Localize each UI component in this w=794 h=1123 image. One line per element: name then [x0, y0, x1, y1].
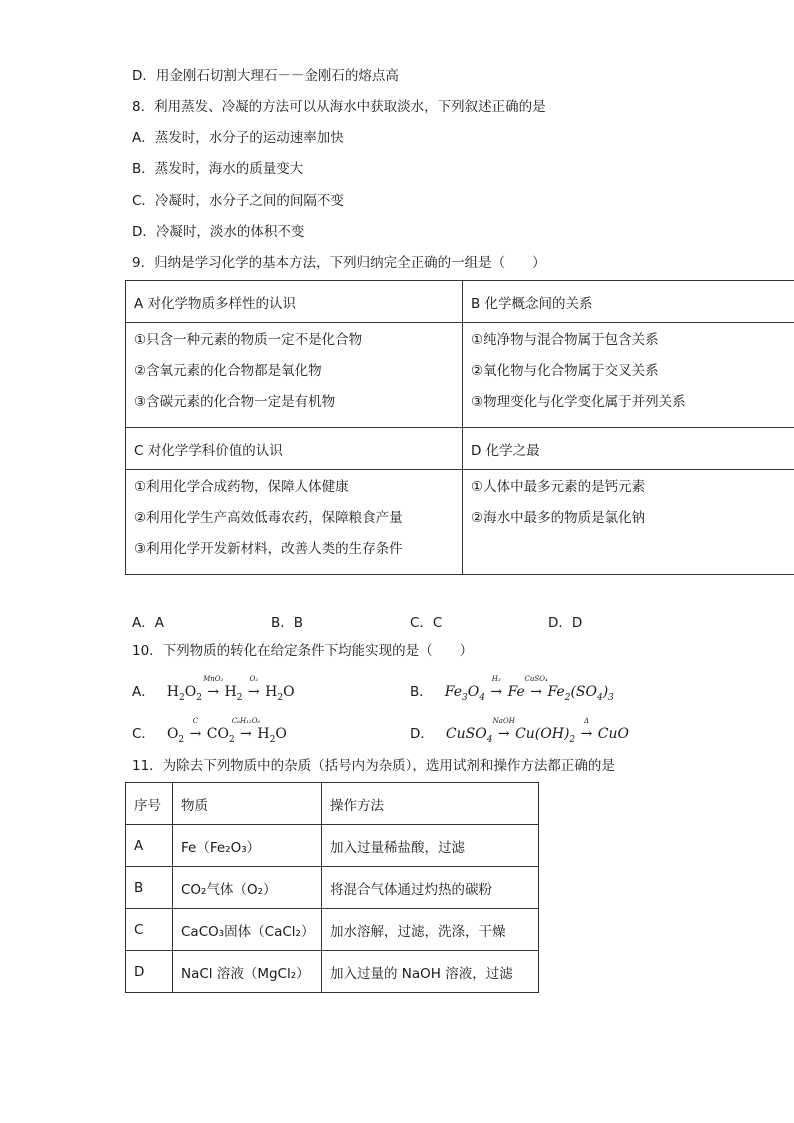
row-index: D	[126, 951, 173, 993]
q9-a-item: ①只含一种元素的物质一定不是化合物	[134, 332, 363, 348]
option-label: B．	[410, 684, 433, 700]
reaction-arrow: H₂ →	[490, 675, 503, 700]
q9-d-item: ①人体中最多元素的是钙元素	[471, 479, 646, 495]
reaction-arrow: C₆H₁₂O₆ →	[231, 717, 261, 742]
row-substance: Fe（Fe₂O₃）	[173, 825, 322, 867]
arrow-condition: H₂	[491, 675, 501, 683]
table-header-row	[126, 783, 539, 825]
q9-c-header: C 对化学学科价值的认识	[126, 428, 463, 470]
q10-option-c: C． $O_2$ C → $CO_2$ C₆H₁₂O₆ → $H_2O$	[132, 717, 287, 745]
q9-b-item: ③物理变化与化学变化属于并列关系	[471, 394, 686, 410]
arrow-condition: O₂	[249, 675, 259, 683]
col-header-method: 操作方法	[322, 783, 539, 825]
q9-c-item: ②利用化学生产高效低毒农药，保障粮食产量	[134, 510, 403, 526]
q9-c-item: ①利用化学合成药物，保障人体健康	[134, 479, 349, 495]
arrow-condition: C	[192, 717, 199, 725]
q9-a-items	[126, 323, 463, 428]
table-row	[126, 825, 539, 867]
q10-stem: 10．下列物质的转化在给定条件下均能实现的是（ ）	[132, 643, 474, 659]
arrow-condition: Δ	[583, 717, 589, 725]
row-index: B	[126, 867, 173, 909]
q9-b-item: ②氧化物与化合物属于交叉关系	[471, 363, 659, 379]
reaction-arrow: MnO₂ →	[203, 675, 224, 700]
q11-table	[125, 782, 539, 993]
q7-option-d: D．用金刚石切割大理石－－金刚石的熔点高	[132, 68, 399, 84]
q8-stem: 8．利用蒸发、冷凝的方法可以从海水中获取淡水，下列叙述正确的是	[132, 99, 546, 115]
option-label: C．	[132, 726, 155, 742]
row-substance: CO₂气体（O₂）	[173, 867, 322, 909]
option-label: D．	[410, 726, 434, 742]
q9-table	[125, 280, 794, 575]
q8-option-a: A．蒸发时，水分子的运动速率加快	[132, 130, 344, 146]
reaction-arrow: C →	[189, 717, 202, 742]
row-index: A	[126, 825, 173, 867]
q9-a-item: ③含碳元素的化合物一定是有机物	[134, 394, 336, 410]
q9-a-item: ②含氧元素的化合物都是氧化物	[134, 363, 322, 379]
q9-option-c: C．C	[410, 615, 443, 631]
row-method: 加入过量的 NaOH 溶液，过滤	[322, 951, 539, 993]
arrow-condition: MnO₂	[203, 675, 224, 683]
q11-stem: 11．为除去下列物质中的杂质（括号内为杂质），选用试剂和操作方法都正确的是	[132, 758, 615, 774]
row-method: 将混合气体通过灼热的碳粉	[322, 867, 539, 909]
q10-option-d: D． CuSO$_4$ NaOH → $Cu(OH)_2$ Δ → CuO	[410, 717, 629, 745]
option-label: A．	[132, 684, 155, 700]
row-method: 加水溶解，过滤，洗涤，干燥	[322, 909, 539, 951]
q9-option-d: D．D	[548, 615, 583, 631]
q9-c-item: ③利用化学开发新材料，改善人类的生存条件	[134, 541, 403, 557]
col-header-index: 序号	[126, 783, 173, 825]
q9-b-header: B 化学概念间的关系	[463, 281, 794, 323]
table-row	[126, 867, 539, 909]
q8-option-b: B．蒸发时，海水的质量变大	[132, 161, 304, 177]
q9-c-items	[126, 470, 463, 575]
row-substance: CaCO₃固体（CaCl₂）	[173, 909, 322, 951]
table-row	[126, 909, 539, 951]
col-header-substance: 物质	[173, 783, 322, 825]
reaction-arrow: CuSO₄ →	[524, 675, 548, 700]
q9-b-items	[463, 323, 794, 428]
q8-option-d: D．冷凝时，淡水的体积不变	[132, 224, 305, 240]
row-substance: NaCl 溶液（MgCl₂）	[173, 951, 322, 993]
arrow-condition: NaOH	[492, 717, 515, 725]
q9-stem: 9．归纳是学习化学的基本方法，下列归纳完全正确的一组是（ ）	[132, 255, 546, 271]
q10-option-a: A． $H_2O_2$ MnO₂ → $H_2$ O₂ → $H_2O$	[132, 675, 295, 703]
q10-option-b: B． $Fe_3O_4$ H₂ → Fe CuSO₄ → $Fe_2(SO_4)_3$	[410, 675, 614, 703]
q9-d-item: ②海水中最多的物质是氯化钠	[471, 510, 646, 526]
reaction-arrow: Δ →	[580, 717, 593, 742]
arrow-condition: C₆H₁₂O₆	[231, 717, 261, 725]
table-row	[126, 951, 539, 993]
reaction-arrow: O₂ →	[247, 675, 260, 700]
q9-option-b: B．B	[271, 615, 304, 631]
q9-a-header: A 对化学物质多样性的认识	[126, 281, 463, 323]
q9-d-items	[463, 470, 794, 575]
row-method: 加入过量稀盐酸，过滤	[322, 825, 539, 867]
row-index: C	[126, 909, 173, 951]
q9-b-item: ①纯净物与混合物属于包含关系	[471, 332, 659, 348]
reaction-arrow: NaOH →	[492, 717, 515, 742]
q9-d-header: D 化学之最	[463, 428, 794, 470]
q9-option-a: A．A	[132, 615, 164, 631]
q8-option-c: C．冷凝时，水分子之间的间隔不变	[132, 193, 344, 209]
arrow-condition: CuSO₄	[524, 675, 548, 683]
